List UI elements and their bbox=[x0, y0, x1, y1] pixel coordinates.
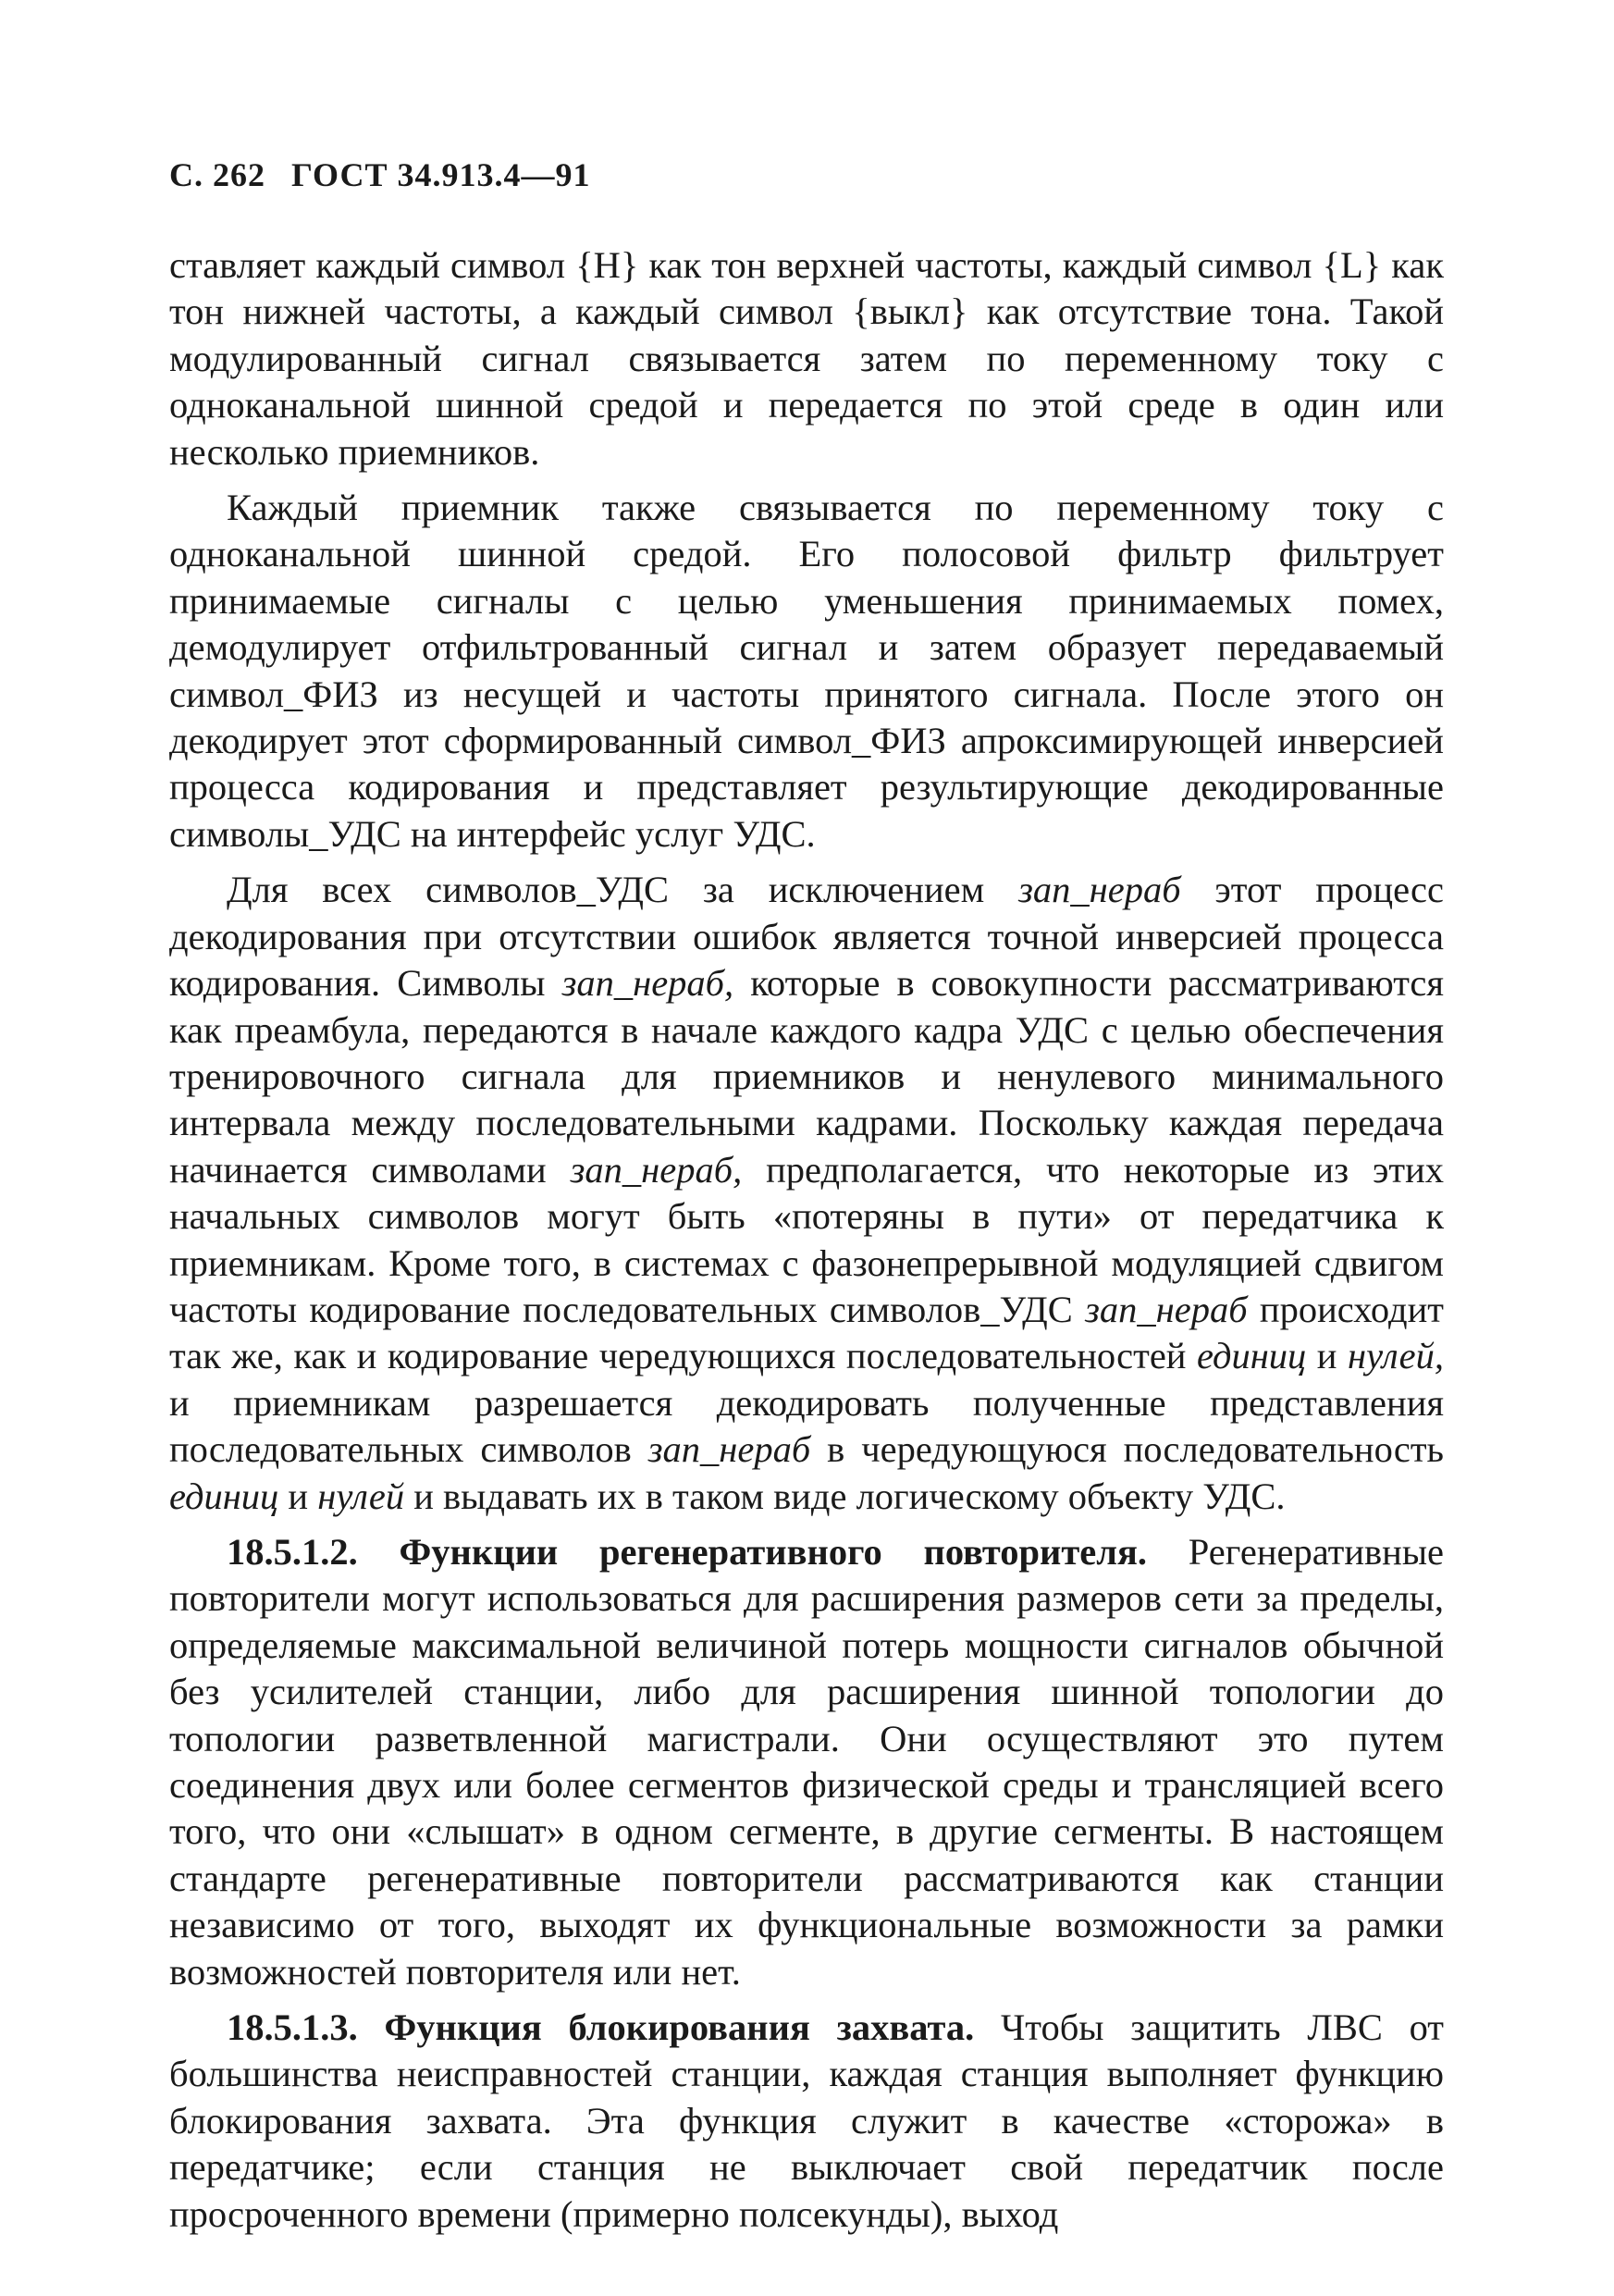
text-run: и bbox=[278, 1475, 318, 1517]
italic-term: нулей bbox=[317, 1475, 405, 1517]
section-text: Регенеративные повторители могут использоваться для расширения размеров сети за пределы, определяемые максимальной величиной потерь мощности сигналов обычной без усилителей станции, либо для расширения шинной топологии до топологии разветвленной магистрали. Они осуществляют это путем соединения двух или более сегментов физической среды и трансляцией всего того, что они «слышат» в одном сегменте, в другие сегменты. В настоящем стандарте регенеративные повторители рассматриваются как станции независимо от того, выходят их функциональные возможности за рамки возможностей повторителя или нет. bbox=[169, 1530, 1445, 1993]
italic-term: единиц bbox=[169, 1475, 279, 1517]
text-run: и приемникам разрешается декодировать полученные представления последовательных символов bbox=[169, 1381, 1444, 1471]
section-text: Чтобы защитить ЛВС от большинства неисправностей станции, каждая станция выполняет функцию блокирования захвата. Эта функция служит в качестве «сторожа» в передатчике; если станция не выключает свой передатчик после просроченного времени (примерно полсекунды), выход bbox=[169, 2006, 1445, 2235]
text-run: происходит так же, как и кодирование чередующихся последовательностей bbox=[169, 1288, 1444, 1377]
italic-term: зап_нераб bbox=[1018, 869, 1181, 911]
italic-term: зап_нераб, bbox=[570, 1148, 743, 1191]
text-run: Для всех символов_УДС за исключением bbox=[227, 869, 1019, 911]
italic-term: зап_нераб bbox=[647, 1428, 811, 1471]
section-heading: 18.5.1.2. Функции регенеративного повторителя. bbox=[227, 1530, 1148, 1573]
document-body bbox=[169, 242, 1444, 2238]
section-heading: 18.5.1.3. Функция блокирования захвата. bbox=[227, 2006, 975, 2049]
text-run: предполагается, что некоторые из этих начальных символов могут быть «потеряны в пути» от передатчика к приемникам. Кроме того, в системах с фазонепрерывной модуляцией сдвигом частоты кодирование последовательных символов_УДС bbox=[169, 1148, 1444, 1330]
text-run: и выдавать их в таком виде логическому объекту УДС. bbox=[404, 1475, 1286, 1517]
paragraph-continuation: ставляет каждый символ {H} как тон верхней частоты, каждый символ {L} как тон нижней частоты, а каждый символ {выкл} как отсутствие тона. Такой модулированный сигнал связывается затем по переменному току с одноканальной шинной средой и передается по этой среде в один или несколько приемников. bbox=[169, 244, 1444, 473]
italic-term: нулей, bbox=[1347, 1335, 1444, 1377]
standard-designation: ГОСТ 34.913.4—91 bbox=[291, 156, 591, 193]
section-18-5-1-3 bbox=[169, 2005, 1444, 2238]
italic-term: зап_нераб, bbox=[561, 962, 734, 1005]
text-run: этот процесс декодирования при отсутствии ошибок является точной инверсией процесса кодирования. Символы bbox=[169, 869, 1445, 1005]
page-header bbox=[169, 155, 616, 194]
italic-term: единиц bbox=[1196, 1335, 1307, 1377]
page-number: С. 262 bbox=[169, 156, 265, 193]
section-18-5-1-2 bbox=[169, 1529, 1444, 1995]
text-run: в чередующуюся последовательность bbox=[810, 1428, 1444, 1471]
text-run: которые в совокупности рассматриваются как преамбула, передаются в начале каждого кадра УДС с целью обеспечения тренировочного сигнала для приемников и ненулевого минимального интервала между последовательными кадрами. Поскольку каждая передача начинается символами bbox=[169, 962, 1444, 1191]
italic-term: зап_нераб bbox=[1085, 1288, 1248, 1330]
paragraph-decoding bbox=[169, 867, 1444, 1520]
text-run: и bbox=[1306, 1335, 1348, 1377]
paragraph-receiver: Каждый приемник также связывается по переменному току с одноканальной шинной средой. Его полосовой фильтр фильтрует принимаемые сигналы с целью уменьшения принимаемых помех, демодулирует отфильтрованный сигнал и затем образует передаваемый символ_ФИЗ из несущей и частоты принятого сигнала. После этого он декодирует этот сформированный символ_ФИЗ апроксимирующей инверсией процесса кодирования и представляет результирующие декодированные символы_УДС на интерфейс услуг УДС. bbox=[169, 487, 1444, 855]
